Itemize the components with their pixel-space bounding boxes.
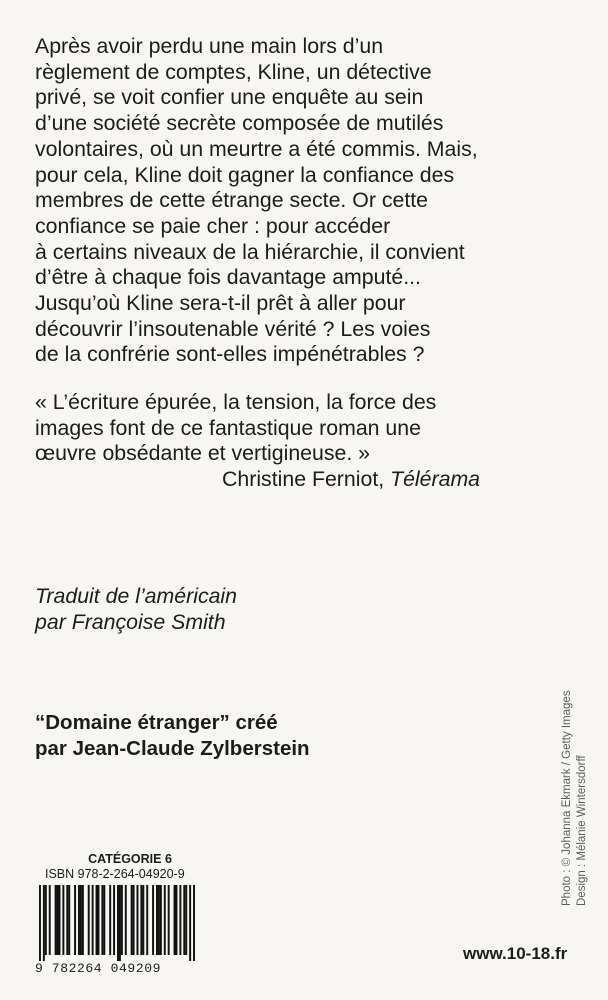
barcode-digits: 9 782264 049209 <box>35 961 162 976</box>
translation-credit <box>35 583 237 635</box>
blurb-line: volontaires, où un meurtre a été commis. Mais, <box>35 136 478 161</box>
quote-publication: Télérama <box>390 467 481 492</box>
publisher-website: www.10-18.fr <box>463 944 568 963</box>
quote-line: images font de ce fantastique roman une <box>35 415 421 440</box>
blurb-line: membres de cette étrange secte. Or cette <box>35 188 428 213</box>
design-credit: Design : Mélanie Wintersdorff <box>576 755 588 906</box>
blurb-line: Après avoir perdu une main lors d’un <box>35 34 384 58</box>
quote-line: « L’écriture épurée, la tension, la force des <box>35 390 437 414</box>
back-cover-blurb <box>35 34 595 368</box>
blurb-line: règlement de comptes, Kline, un détective <box>35 59 432 84</box>
translation-line-2: par Françoise Smith <box>35 610 226 634</box>
blurb-line: privé, se voit confier une enquête au sein <box>35 85 424 110</box>
blurb-line: à certains niveaux de la hiérarchie, il convient <box>35 239 465 264</box>
collection-credit <box>35 710 310 762</box>
translation-line-1: Traduit de l’américain <box>35 584 238 608</box>
press-review-quote <box>35 390 595 493</box>
barcode-block <box>35 852 205 976</box>
quote-attribution <box>35 467 595 493</box>
blurb-line: de la confrérie sont-elles impénétrables ? <box>35 342 425 367</box>
blurb-line: confiance se paie cher : pour accéder <box>35 213 391 238</box>
isbn-label: ISBN 978-2-264-04920-9 <box>45 867 185 881</box>
barcode-image <box>35 885 203 961</box>
blurb-line: d’une société secrète composée de mutilés <box>35 111 444 136</box>
blurb-line: découvrir l’insoutenable vérité ? Les voies <box>35 316 431 341</box>
quote-line: œuvre obsédante et vertigineuse. » <box>35 441 371 466</box>
blurb-line: pour cela, Kline doit gagner la confiance des <box>35 162 455 187</box>
category-label: CATÉGORIE 6 <box>88 852 172 866</box>
blurb-line: Jusqu’où Kline sera-t-il prêt à aller pour <box>35 291 406 316</box>
quote-author: Christine Ferniot, <box>222 467 391 492</box>
image-credits <box>560 690 590 906</box>
blurb-line: d’être à chaque fois davantage amputé... <box>35 265 421 290</box>
collection-line-2: par Jean-Claude Zylberstein <box>35 737 310 760</box>
photo-credit: Photo : © Johanna Ekmark / Getty Images <box>561 690 573 906</box>
collection-line-1: “Domaine étranger” créé <box>35 711 278 734</box>
